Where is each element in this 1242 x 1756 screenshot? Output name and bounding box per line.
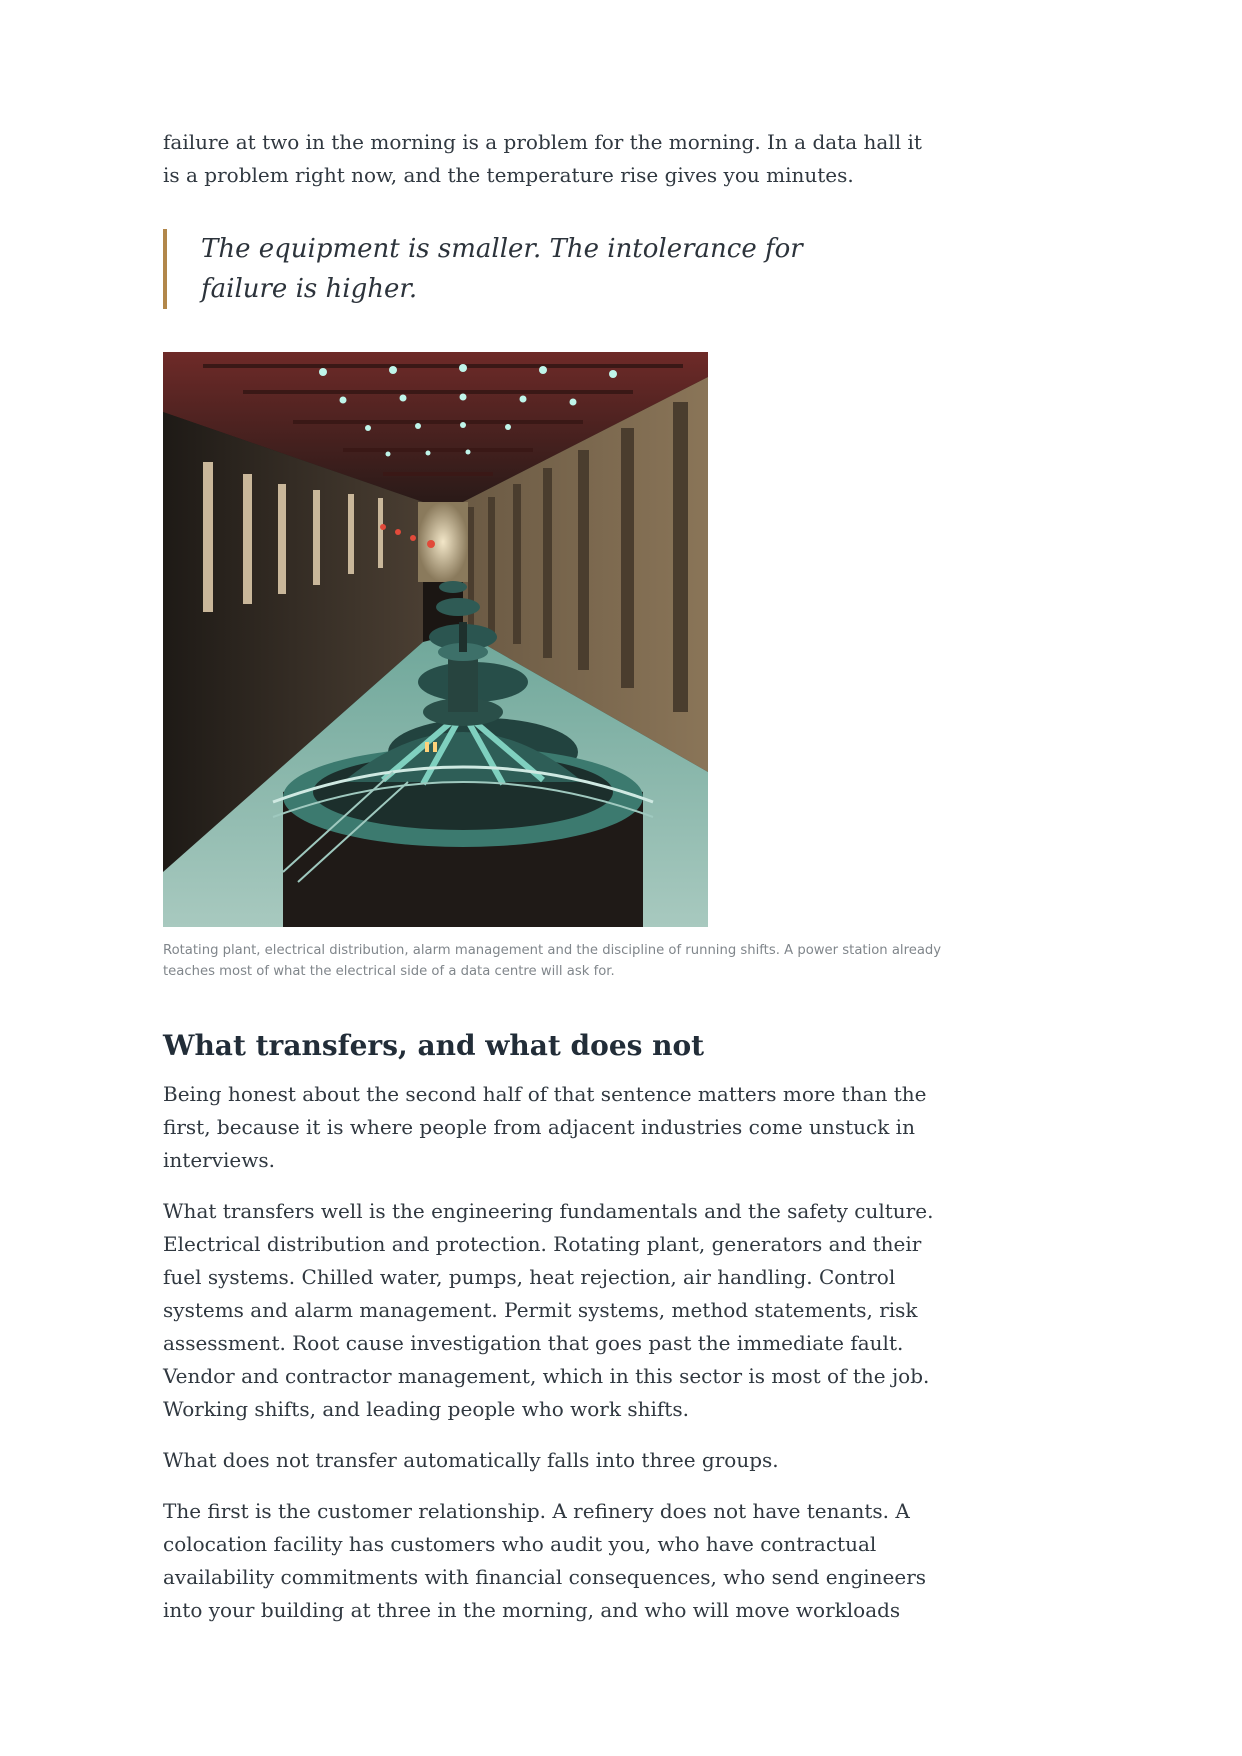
figure-caption: Rotating plant, electrical distribution, alarm management and the discipline of running shifts. A power station already teaches most of what the electrical side of a data centre will ask for. — [163, 943, 942, 979]
body-paragraph: The first is the customer relationship. A refinery does not have tenants. A colocation facility has customers who audit you, who have contractual availability commitments with financial consequences, who send engineers into your building at three in the morning, and who will move workloads — [163, 1499, 927, 1622]
article-body — [163, 126, 943, 1645]
section-heading: What transfers, and what does not — [163, 1029, 705, 1062]
intro-paragraph: failure at two in the morning is a problem for the morning. In a data hall it is a problem right now, and the temperature rise gives you minutes. — [163, 130, 922, 187]
article-figure — [163, 352, 943, 982]
body-paragraph: Being honest about the second half of that sentence matters more than the first, because it is where people from adjacent industries come unstuck in interviews. — [163, 1082, 927, 1172]
body-paragraph: What transfers well is the engineering fundamentals and the safety culture. Electrical distribution and protection. Rotating plant, generators and their fuel systems. Chilled water, pumps, heat rejection, air handling. Control systems and alarm management. Permit systems, method statements, risk assessment. Root cause investigation that goes past the immediate fault. Vendor and contractor management, which in this sector is most of the job. Working shifts, and leading people who work shifts. — [163, 1199, 934, 1421]
pull-quote: The equipment is smaller. The intolerance for failure is higher. — [163, 229, 841, 309]
body-paragraph: What does not transfer automatically falls into three groups. — [163, 1448, 779, 1472]
power-station-turbine-hall-photo — [163, 352, 708, 927]
